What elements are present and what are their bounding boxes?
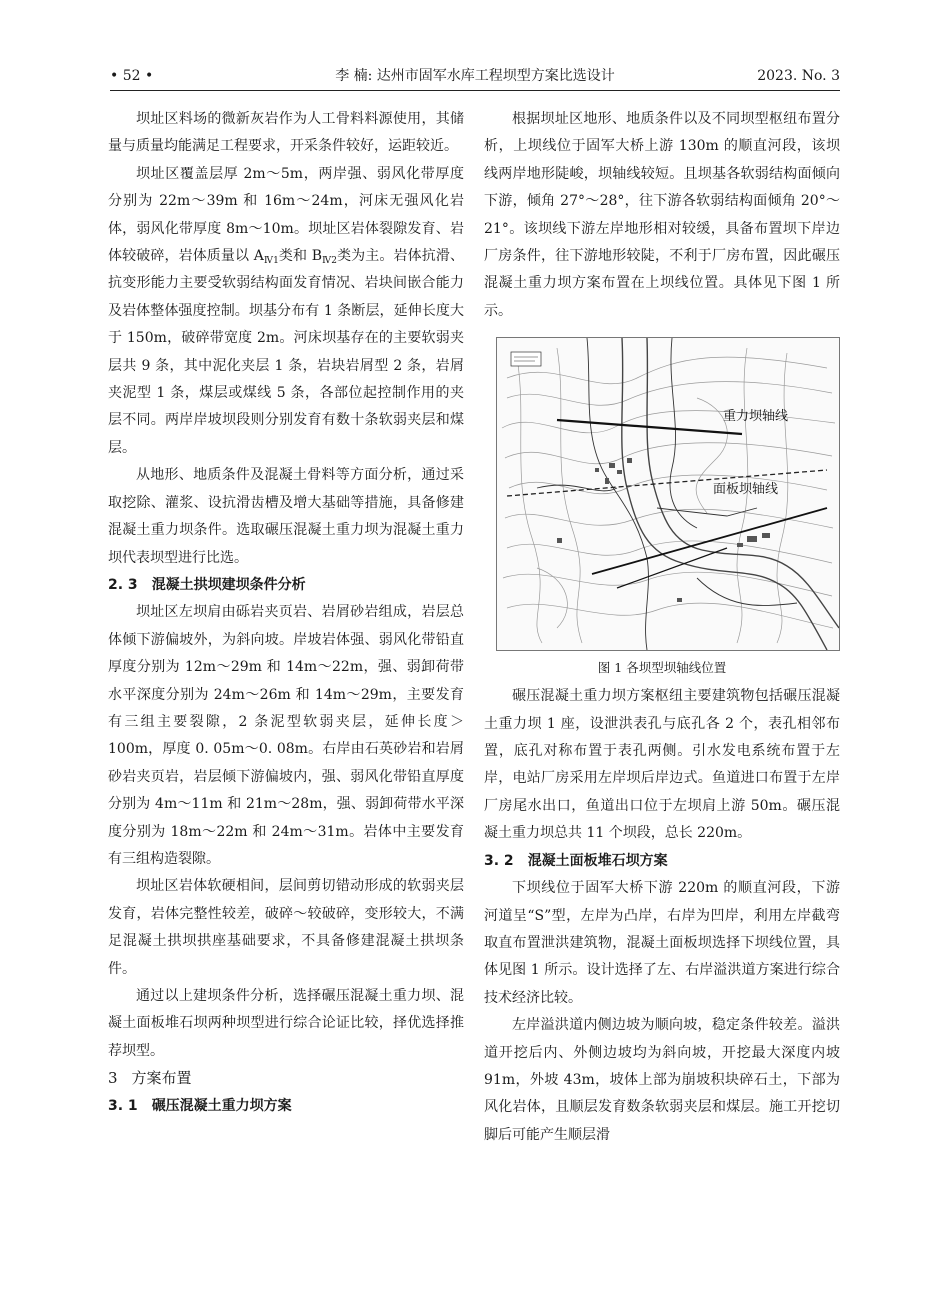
journal-issue: 2023. No. 3 — [757, 68, 840, 84]
left-column — [108, 106, 464, 1120]
site-map — [497, 338, 839, 650]
running-title: 李 楠: 达州市固军水库工程坝型方案比选设计 — [335, 68, 615, 84]
section-heading-3-1: 3. 1 碾压混凝土重力坝方案 — [108, 1097, 292, 1114]
paragraph: 坝址区岩体软硬相间，层间剪切错动形成的软弱夹层发育，岩体完整性较差，破碎～较破碎，变形较大，不满足混凝土拱坝拱座基础要求，不具备修建混凝土拱坝条件。 — [108, 878, 464, 977]
label-gravity-dam-axis: 重力坝轴线 — [723, 409, 789, 425]
page-header — [110, 64, 840, 91]
figure-dam-axis-map — [496, 337, 840, 651]
paragraph: 根据坝址区地形、地质条件以及不同坝型枢纽布置分析，上坝线位于固军大桥上游 130m 的顺直河段，该坝线两岸地形陡峻，坝轴线较短。且坝基各软弱结构面倾向下游，倾角 27°～28°，往下游各软弱结构面倾角 20°～21°。该坝线下游左岸地形相对较缓，具备布置坝下岸边厂房条件，往下游地形较陡，不利于厂房布置，因此碾压混凝土重力坝方案布置在上坝线位置。具体见下图 1 所示。 — [484, 111, 840, 319]
page-number: • 52 • — [110, 68, 154, 84]
label-face-dam-axis: 面板坝轴线 — [713, 482, 779, 498]
paragraph: 通过以上建坝条件分析，选择碾压混凝土重力坝、混凝土面板堆石坝两种坝型进行综合论证比较，择优选择推荐坝型。 — [108, 988, 464, 1059]
right-column — [484, 106, 840, 1149]
section-heading-3: 3 方案布置 — [108, 1069, 192, 1088]
paragraph: 碾压混凝土重力坝方案枢纽主要建筑物包括碾压混凝土重力坝 1 座，设泄洪表孔与底孔各 2 个，表孔相邻布置，底孔对称布置于表孔两侧。引水发电系统布置于左岸，电站厂房采用左岸坝后岸边式。鱼道进口布置于左岸厂房尾水出口，鱼道出口位于左坝肩上游 50m。碾压混凝土重力坝总共 11 个坝段，总长 220m。 — [484, 688, 840, 842]
section-heading-3-2: 3. 2 混凝土面板堆石坝方案 — [484, 852, 668, 869]
paragraph: 坝址区左坝肩由砾岩夹页岩、岩屑砂岩组成，岩层总体倾下游偏坡外，为斜向坡。岸坡岩体强、弱风化带铅直厚度分别为 12m～29m 和 14m～22m，强、弱卸荷带水平深度分别为 24m～26m 和 14m～29m，主要发育有三组主要裂隙，2 条泥型软弱夹层，延伸长度＞100m，厚度 0. 05m～0. 08m。右岸由石英砂岩和岩屑砂岩夹页岩，岩层倾下游偏坡内，强、弱风化带铅直厚度分别为 4m～11m 和 21m～28m，强、弱卸荷带水平深度分别为 18m～22m 和 24m～31m。岩体中主要发育有三组构造裂隙。 — [108, 604, 464, 867]
paragraph: 坝址区料场的微新灰岩作为人工骨料料源使用，其储量与质量均能满足工程要求，开采条件较好，运距较近。 — [108, 111, 464, 155]
paragraph: 坝址区覆盖层厚 2m～5m，两岸强、弱风化带厚度分别为 22m～39m 和 16m～24m，河床无强风化岩体，弱风化带厚度 8m～10m。坝址区岩体裂隙发育、岩体较破碎，岩体质量以 $A_{Ⅳ1}$类和 $B_{Ⅳ2}$类为主。岩体抗滑、抗变形能力主要受软弱结构面发育情况、岩块间嵌合能力及岩体整体强度控制。坝基分布有 1 条断层，延伸长度大于 150m，破碎带宽度 2m。河床坝基存在的主要软弱夹层共 9 条，其中泥化夹层 1 条，岩块岩屑型 2 条，岩屑夹泥型 1 条，煤层或煤线 5 条，各部位起控制作用的夹层不同。两岸岸坡坝段则分别发育有数十条软弱夹层和煤层。 — [108, 165, 464, 456]
paragraph: 下坝线位于固军大桥下游 220m 的顺直河段，下游河道呈“S”型，左岸为凸岸，右岸为凹岸，利用左岸截弯取直布置泄洪建筑物，混凝土面板坝选择下坝线位置，具体见图 1 所示。设计选择了左、右岸溢洪道方案进行综合技术经济比较。 — [484, 880, 840, 1006]
paragraph: 从地形、地质条件及混凝土骨料等方面分析，通过采取挖除、灌浆、设抗滑齿槽及增大基础等措施，具备修建混凝土重力坝条件。选取碾压混凝土重力坝为混凝土重力坝代表坝型进行比选。 — [108, 467, 464, 566]
figure-caption: 图 1 各坝型坝轴线位置 — [597, 660, 727, 676]
paragraph: 左岸溢洪道内侧边坡为顺向坡，稳定条件较差。溢洪道开挖后内、外侧边坡均为斜向坡，开挖最大深度内坡 91m，外坡 43m，坡体上部为崩坡积块碎石土，下部为风化岩体，且顺层发育数条软弱夹层和煤层。施工开挖切脚后可能产生顺层滑 — [484, 1017, 840, 1143]
section-heading-2-3: 2. 3 混凝土拱坝建坝条件分析 — [108, 576, 306, 593]
map-legend — [511, 352, 541, 366]
